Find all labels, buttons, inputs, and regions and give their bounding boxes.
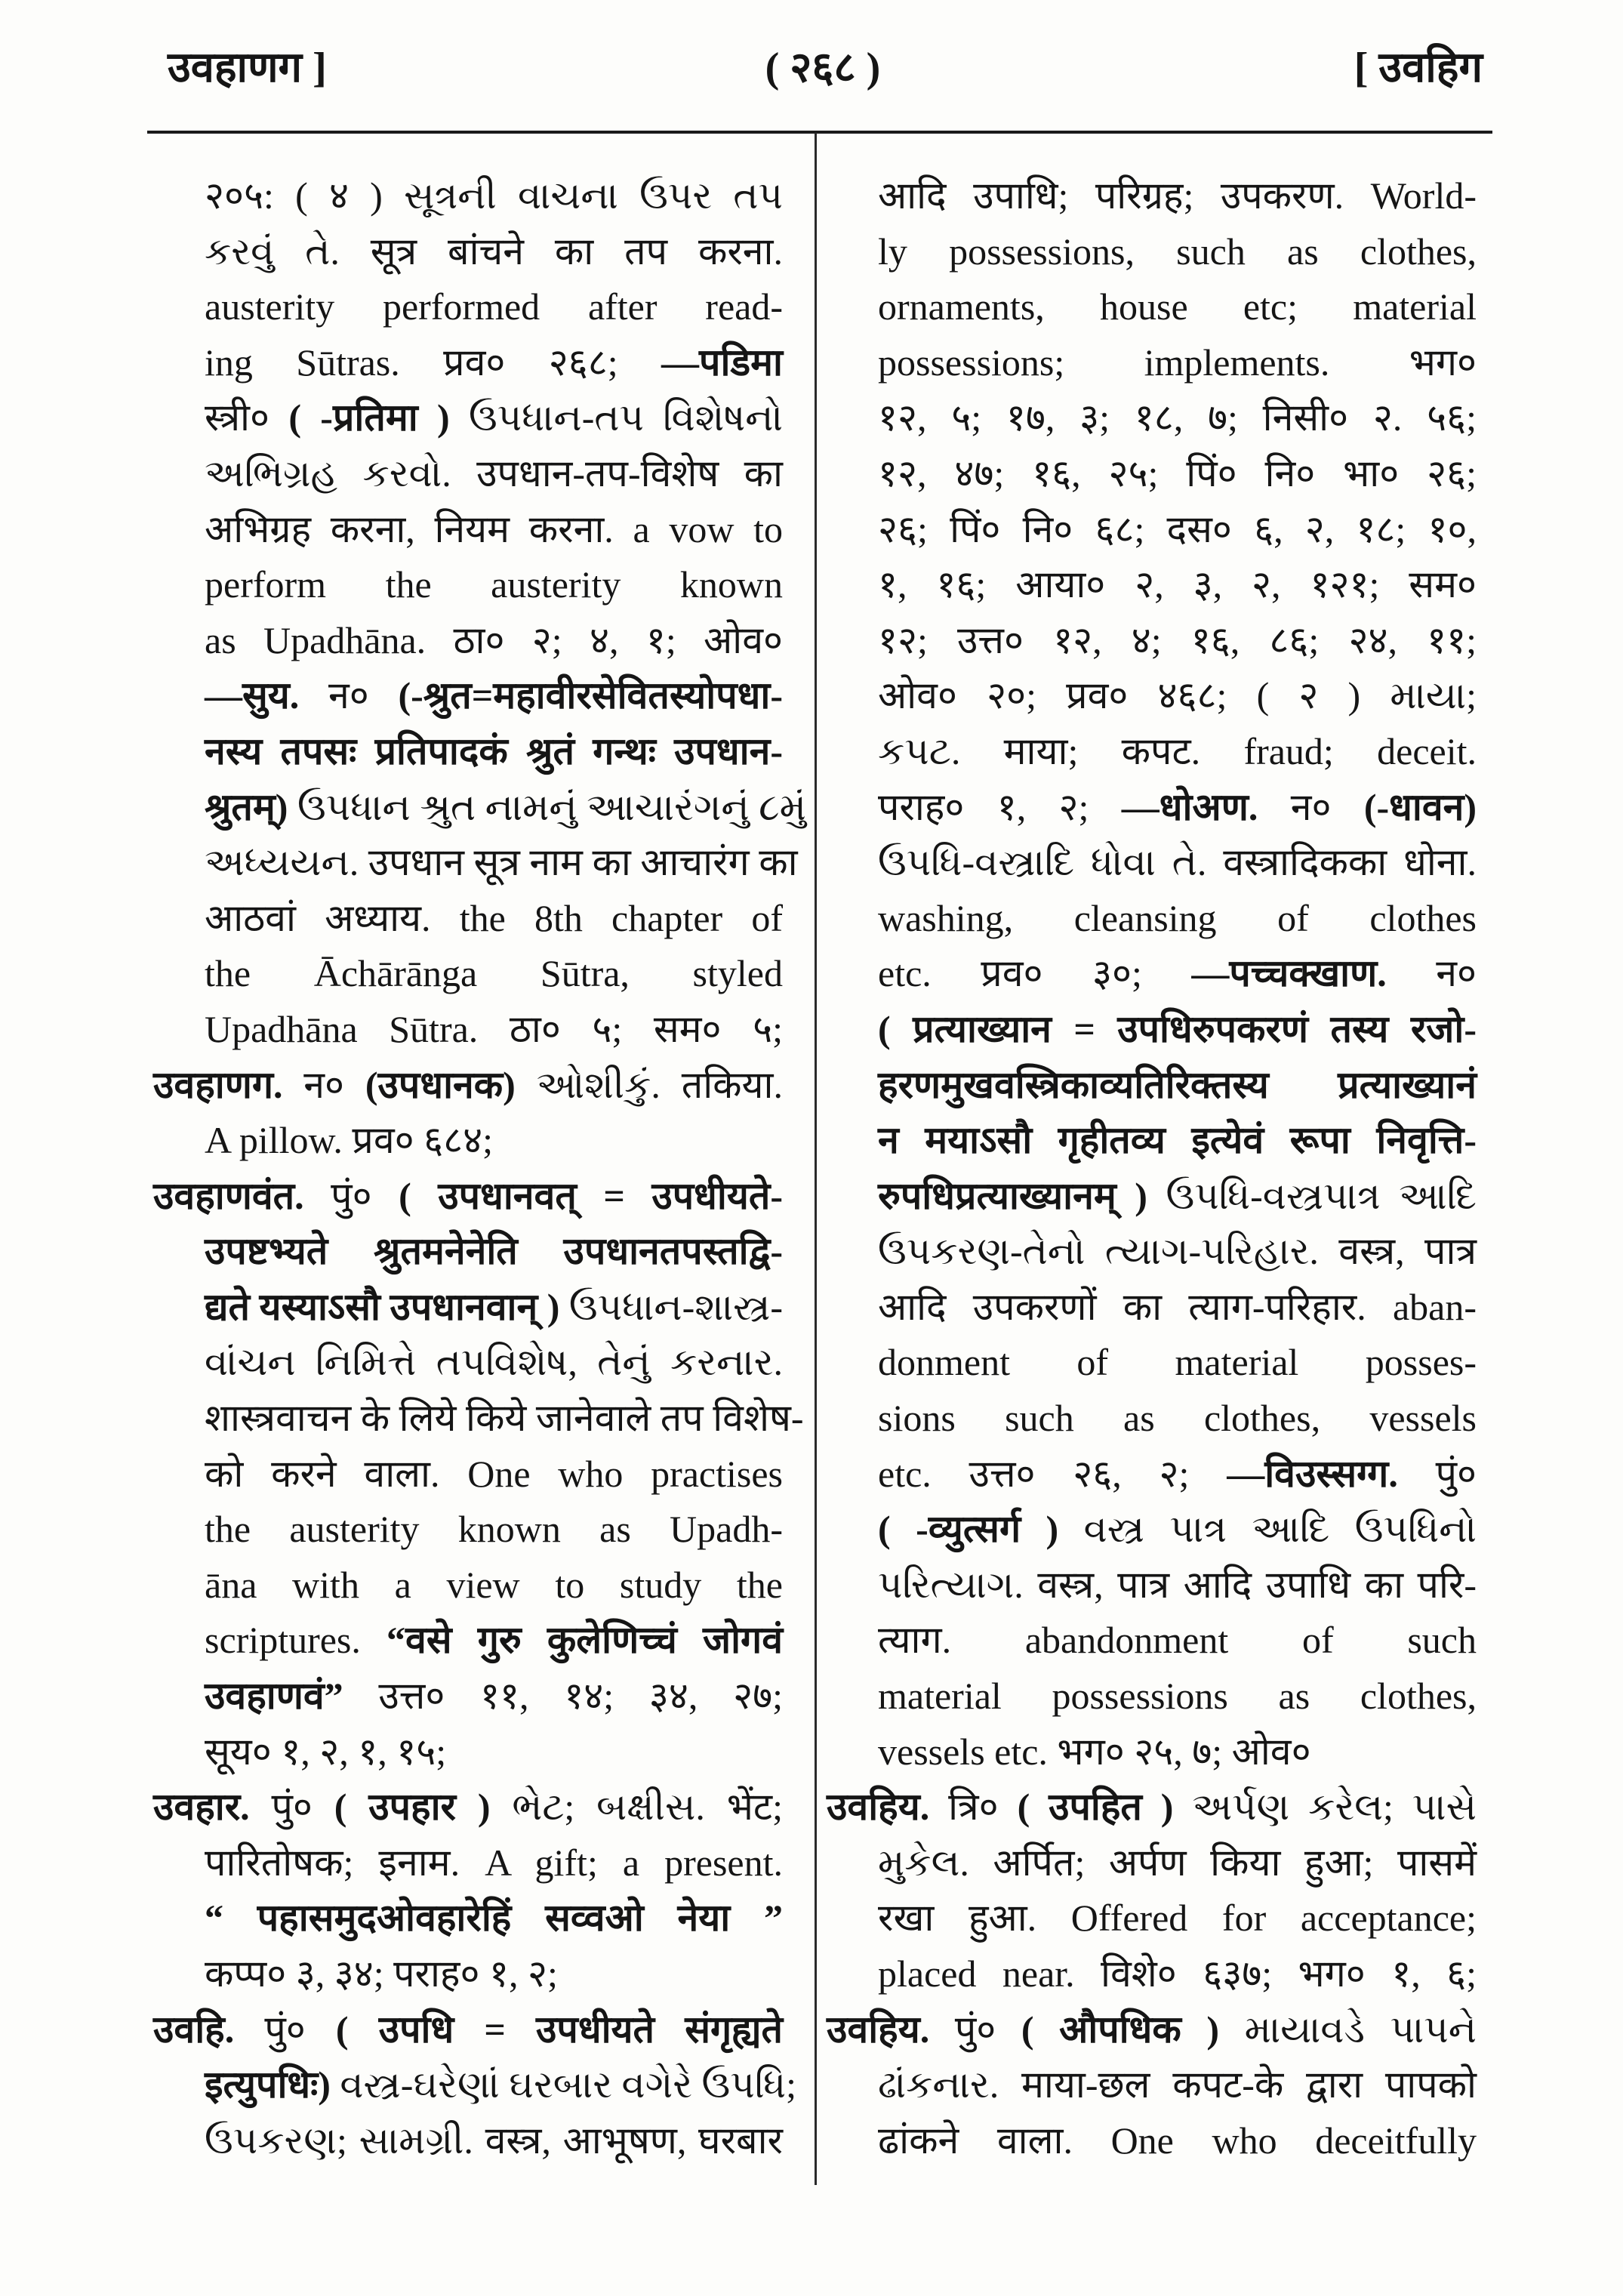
- etymology: ( प्रत्याख्यान = उपधिरुपकरणं तस्य रजो-: [878, 1007, 1477, 1050]
- etymology: ( उपधि = उपधीयते संगृह्यते: [335, 2008, 783, 2051]
- etymology: ( उपहित ): [1017, 1786, 1174, 1829]
- line-text: कप्प० ३, ३४; पराह० १, २;: [205, 1952, 558, 1995]
- text-line: [827, 1669, 1477, 1724]
- line-text: વાંચન નિમિત્તે તપવિશેષ, તેનું કરનાર.: [205, 1341, 783, 1384]
- sub-headword: —धोअण.: [1121, 785, 1258, 828]
- line-text: ઉપધાન-શાસ્ત્ર-: [559, 1285, 784, 1328]
- line-text: ओव० २०; प्रव० ४६८; ( २ ) માયા;: [878, 674, 1477, 717]
- line-text: आदि उपकरणों का त्याग-परिहार. aban-: [878, 1285, 1477, 1328]
- text-line: [153, 946, 783, 1002]
- line-text: पुं०: [249, 1786, 334, 1829]
- text-line: [827, 279, 1477, 335]
- line-text: १, १६; आया० २, ३, २, १२१; सम०: [878, 563, 1477, 606]
- text-line: [153, 168, 783, 224]
- etymology: (-धावन): [1363, 785, 1477, 828]
- line-text: स्त्री०: [205, 396, 289, 439]
- etymology: ( उपहार ): [334, 1786, 491, 1829]
- text-line: [153, 335, 783, 391]
- line-text: १२, ४७; १६, २५; पिं० नि० भा० २६;: [878, 451, 1477, 495]
- text-line: [153, 668, 783, 724]
- text-line: [827, 446, 1477, 502]
- etymology: श्रुतम्): [205, 785, 288, 828]
- etymology: ( उपधानवत् = उपधीयते-: [399, 1174, 783, 1217]
- line-text: ઉપકરણ; સામગ્રી. वस्त्र, आभूषण, घरबार: [205, 2119, 783, 2162]
- line-text: पारितोषक; इनाम. A gift; a present.: [205, 1841, 783, 1884]
- line-text: perform the austerity known: [205, 563, 783, 606]
- etymology: द्यते यस्याऽसौ उपधानवान् ): [205, 1285, 560, 1328]
- line-text: पुं०: [234, 2008, 336, 2051]
- text-line: [827, 2057, 1477, 2113]
- line-text: Upadhāna Sūtra. ठा० ५; सम० ५;: [205, 1007, 783, 1050]
- text-line: [827, 780, 1477, 836]
- line-text: पुं०: [1397, 1452, 1477, 1495]
- line-text: પરિત્યાગ. वस्त्र, पात्र आदि उपाधि का परि-: [878, 1563, 1477, 1606]
- line-text: ing Sūtras. प्रव० २६८;: [205, 341, 662, 384]
- text-line: [153, 1558, 783, 1613]
- text-line: [153, 502, 783, 558]
- headword: उवहिय.: [827, 1786, 930, 1829]
- running-head-right: [ उवहिग: [1354, 45, 1483, 91]
- text-line: [827, 1502, 1477, 1558]
- line-text: ઉપધિ-વસ્ત્રાદિ ધોવા તે. वस्त्रादिकका धोना.: [878, 841, 1477, 884]
- line-text: A pillow. प्रव० ६८४;: [205, 1119, 494, 1162]
- line-text: કપટ. माया; कपट. fraud; deceit.: [878, 729, 1477, 772]
- text-line: [827, 1002, 1477, 1058]
- line-text: વસ્ત્ર પાત્ર આદિ ઉપધિનો: [1058, 1508, 1477, 1551]
- line-text: etc. प्रव० ३०;: [878, 952, 1192, 995]
- etymology: इत्युपधिः): [205, 2063, 331, 2106]
- text-line: [153, 1335, 783, 1391]
- line-text: न०: [299, 674, 399, 717]
- line-text: २०५: ( ४ ) સૂત્રની વાચના ઉપર તપ: [205, 174, 783, 217]
- text-line: [153, 1502, 783, 1558]
- text-line: [153, 613, 783, 669]
- text-line: [827, 1891, 1477, 1946]
- text-line: [827, 835, 1477, 891]
- line-text: vessels etc. भग० २५, ७; ओव०: [878, 1730, 1311, 1773]
- line-text: etc. उत्त० २६, २;: [878, 1452, 1227, 1495]
- line-text: न०: [1258, 785, 1364, 828]
- text-line: [827, 946, 1477, 1002]
- line-text: अभिग्रह करना, नियम करना. a vow to: [205, 507, 783, 550]
- text-line: [827, 1224, 1477, 1280]
- entry-headword-line: [827, 2002, 1477, 2058]
- line-text: ઉપધાન-તપ વિશેષનો: [449, 396, 784, 439]
- right-column: [827, 168, 1477, 2168]
- etymology: रुपधिप्रत्याख्यानम् ): [878, 1174, 1147, 1217]
- line-text: १२; उत्त० १२, ४; १६, ८६; २४, ११;: [878, 618, 1477, 661]
- line-text: austerity performed after read-: [205, 285, 783, 328]
- text-line: [153, 1113, 783, 1169]
- line-text: વસ્ત્ર-ઘરેણાં ઘરબાર વગેરે ઉપધિ;: [330, 2063, 796, 2106]
- line-text: ढांकने वाला. One who deceitfully: [878, 2119, 1477, 2162]
- text-line: [153, 835, 798, 891]
- line-text: sions such as clothes, vessels: [878, 1397, 1477, 1440]
- sub-headword: —पडिमा: [661, 341, 783, 384]
- text-line: [827, 1280, 1477, 1336]
- text-line: [827, 1058, 1477, 1114]
- etymology: ( औपधिक ): [1021, 2008, 1220, 2051]
- line-text: the Āchārānga Sūtra, styled: [205, 952, 783, 995]
- line-text: અર્પણ કરેલ; પાસે: [1173, 1786, 1477, 1829]
- text-line: [827, 2113, 1477, 2169]
- line-text: उत्त० ११, १४; ३४, २७;: [343, 1675, 783, 1718]
- line-text: ly possessions, such as clothes,: [878, 230, 1477, 273]
- entry-headword-line: [153, 1780, 783, 1835]
- text-line: [153, 1613, 783, 1669]
- text-line: [827, 1613, 1477, 1669]
- entry-headword-line: [827, 1780, 1477, 1835]
- line-text: the austerity known as Upadh-: [205, 1508, 783, 1551]
- line-text: અભિગ્રહ કરવો. उपधान-तप-विशेष का: [205, 451, 783, 495]
- text-line: [153, 1447, 783, 1502]
- sub-headword: —विउस्सग्ग.: [1227, 1452, 1398, 1495]
- quotation: उवहाणवं”: [205, 1675, 343, 1718]
- text-line: [827, 1169, 1477, 1225]
- running-head-left: उवहाणग ]: [168, 45, 327, 91]
- line-text: અધ્યયન. उपधान सूत्र नाम का आचारंग का: [205, 841, 798, 884]
- text-line: [153, 279, 783, 335]
- text-line: [153, 891, 783, 947]
- text-line: [827, 168, 1477, 224]
- text-line: [153, 1391, 804, 1447]
- etymology: उपष्टभ्यते श्रुतमनेनेति उपधानतपस्तद्वि-: [205, 1230, 783, 1273]
- text-line: [827, 502, 1477, 558]
- line-text: scriptures.: [205, 1619, 387, 1662]
- etymology: (उपधानक): [365, 1063, 516, 1106]
- line-text: માયાવડે પાપને: [1219, 2008, 1477, 2051]
- line-text: आठवां अध्याय. the 8th chapter of: [205, 896, 783, 939]
- text-line: [827, 390, 1477, 446]
- text-line: [827, 613, 1477, 669]
- line-text: કરવું તે. सूत्र बांचने का तप करना.: [205, 230, 783, 273]
- line-text: पुं०: [929, 2008, 1021, 2051]
- text-line: [153, 724, 783, 780]
- header-rule: [147, 131, 1492, 134]
- line-text: शास्त्रवाचन के लिये किये जानेवाले तप विशेष-: [205, 1397, 804, 1440]
- line-text: ઢાંકનાર. माया-छल कपट-के द्वारा पापको: [878, 2063, 1477, 2106]
- text-line: [153, 1280, 783, 1336]
- line-text: २६; पिं० नि० ६८; दस० ६, २, १८; १०,: [878, 507, 1477, 550]
- headword: उवहिय.: [827, 2008, 930, 2051]
- etymology: (-श्रुत=महावीरसेवितस्योपधा-: [398, 674, 783, 717]
- entry-headword-line: [153, 2002, 783, 2058]
- line-text: possessions; implements. भग०: [878, 341, 1477, 384]
- line-text: रखा हुआ. Offered for acceptance;: [878, 1897, 1477, 1940]
- sub-headword: —सुय.: [205, 674, 300, 717]
- line-text: ઓશીકું. तकिया.: [515, 1063, 783, 1106]
- text-line: [153, 1946, 783, 2002]
- line-text: को करने वाला. One who practises: [205, 1452, 783, 1495]
- entry-headword-line: [153, 1058, 783, 1114]
- text-line: [827, 891, 1477, 947]
- line-text: as Upadhāna. ठा० २; ४, १; ओव०: [205, 618, 783, 661]
- text-line: [827, 1835, 1477, 1891]
- line-text: placed near. विशे० ६३७; भग० १, ६;: [878, 1952, 1477, 1995]
- line-text: ornaments, house etc; material: [878, 285, 1477, 328]
- line-text: મુકેલ. अर्पित; अर्पण किया हुआ; पासमें: [878, 1841, 1477, 1884]
- page-number: ( २६८ ): [765, 45, 881, 91]
- line-text: न०: [1386, 952, 1477, 995]
- text-line: [153, 557, 783, 613]
- line-text: न०: [282, 1063, 365, 1106]
- headword: उवहार.: [153, 1786, 250, 1829]
- text-line: [827, 1724, 1477, 1780]
- line-text: त्रि०: [929, 1786, 1018, 1829]
- line-text: washing, cleansing of clothes: [878, 896, 1477, 939]
- text-line: [153, 224, 783, 280]
- line-text: ઉપકરણ-તેનો ત્યાગ-પરિહાર. वस्त्र, पात्र: [878, 1230, 1477, 1273]
- text-line: [153, 780, 806, 836]
- etymology: ( -प्रतिमा ): [288, 396, 450, 439]
- text-line: [827, 1335, 1477, 1391]
- column-divider: [815, 133, 817, 2185]
- etymology: न मयाऽसौ गृहीतव्य इत्येवं रूपा निवृत्ति-: [878, 1119, 1477, 1162]
- line-text: āna with a view to study the: [205, 1563, 783, 1606]
- text-line: [827, 668, 1477, 724]
- text-line: [153, 1002, 783, 1058]
- line-text: १२, ५; १७, ३; १८, ७; निसी० २. ५६;: [878, 396, 1477, 439]
- quotation: “वसे गुरु कुलेणिच्चं जोगवं: [387, 1619, 783, 1662]
- line-text: सूय० १, २, १, १५;: [205, 1730, 447, 1773]
- etymology: नस्य तपसः प्रतिपादकं श्रुतं गन्थः उपधान-: [205, 729, 783, 772]
- etymology: हरणमुखवस्त्रिकाव्यतिरिक्तस्य प्रत्याख्यानं: [878, 1063, 1477, 1106]
- etymology: ( -व्युत्सर्ग ): [878, 1508, 1059, 1551]
- text-line: [153, 2113, 783, 2169]
- text-line: [153, 446, 783, 502]
- text-line: [827, 1946, 1477, 2002]
- text-line: [153, 1724, 783, 1780]
- text-line: [153, 1835, 783, 1891]
- text-line: [827, 335, 1477, 391]
- text-line: [827, 1558, 1477, 1613]
- text-line: [153, 1669, 783, 1724]
- text-line: [827, 557, 1477, 613]
- headword: उवहाणवंत.: [153, 1174, 304, 1217]
- line-text: आदि उपाधि; परिग्रह; उपकरण. World-: [878, 174, 1477, 217]
- line-text: पुं०: [303, 1174, 399, 1217]
- line-text: ઉપધાન શ્રુત નામનું આચારંગનું ૮મું: [288, 785, 806, 828]
- line-text: ઉપધિ-વસ્ત્રપાત્ર આદિ: [1147, 1174, 1477, 1217]
- line-text: material possessions as clothes,: [878, 1675, 1477, 1718]
- line-text: donment of material posses-: [878, 1341, 1477, 1384]
- text-line: [153, 390, 783, 446]
- entry-headword-line: [153, 1169, 783, 1225]
- text-line: [827, 1447, 1477, 1502]
- headword: उवहाणग.: [153, 1063, 283, 1106]
- text-line: [827, 224, 1477, 280]
- text-line: [153, 2057, 796, 2113]
- quotation: “ पहासमुदओवहारेहिं सव्वओ नेया ”: [205, 1897, 783, 1940]
- line-text: पराह० १, २;: [878, 785, 1122, 828]
- headword: उवहि.: [153, 2008, 235, 2051]
- text-line: [827, 724, 1477, 780]
- text-line: [827, 1113, 1477, 1169]
- text-line: [153, 1224, 783, 1280]
- left-column: [153, 168, 806, 2168]
- line-text: त्याग. abandonment of such: [878, 1619, 1477, 1662]
- line-text: ભેટ; બક્ષીસ. भेंट;: [490, 1786, 783, 1829]
- text-line: [153, 1891, 783, 1946]
- sub-headword: —पच्चक्खाण.: [1191, 952, 1387, 995]
- text-line: [827, 1391, 1477, 1447]
